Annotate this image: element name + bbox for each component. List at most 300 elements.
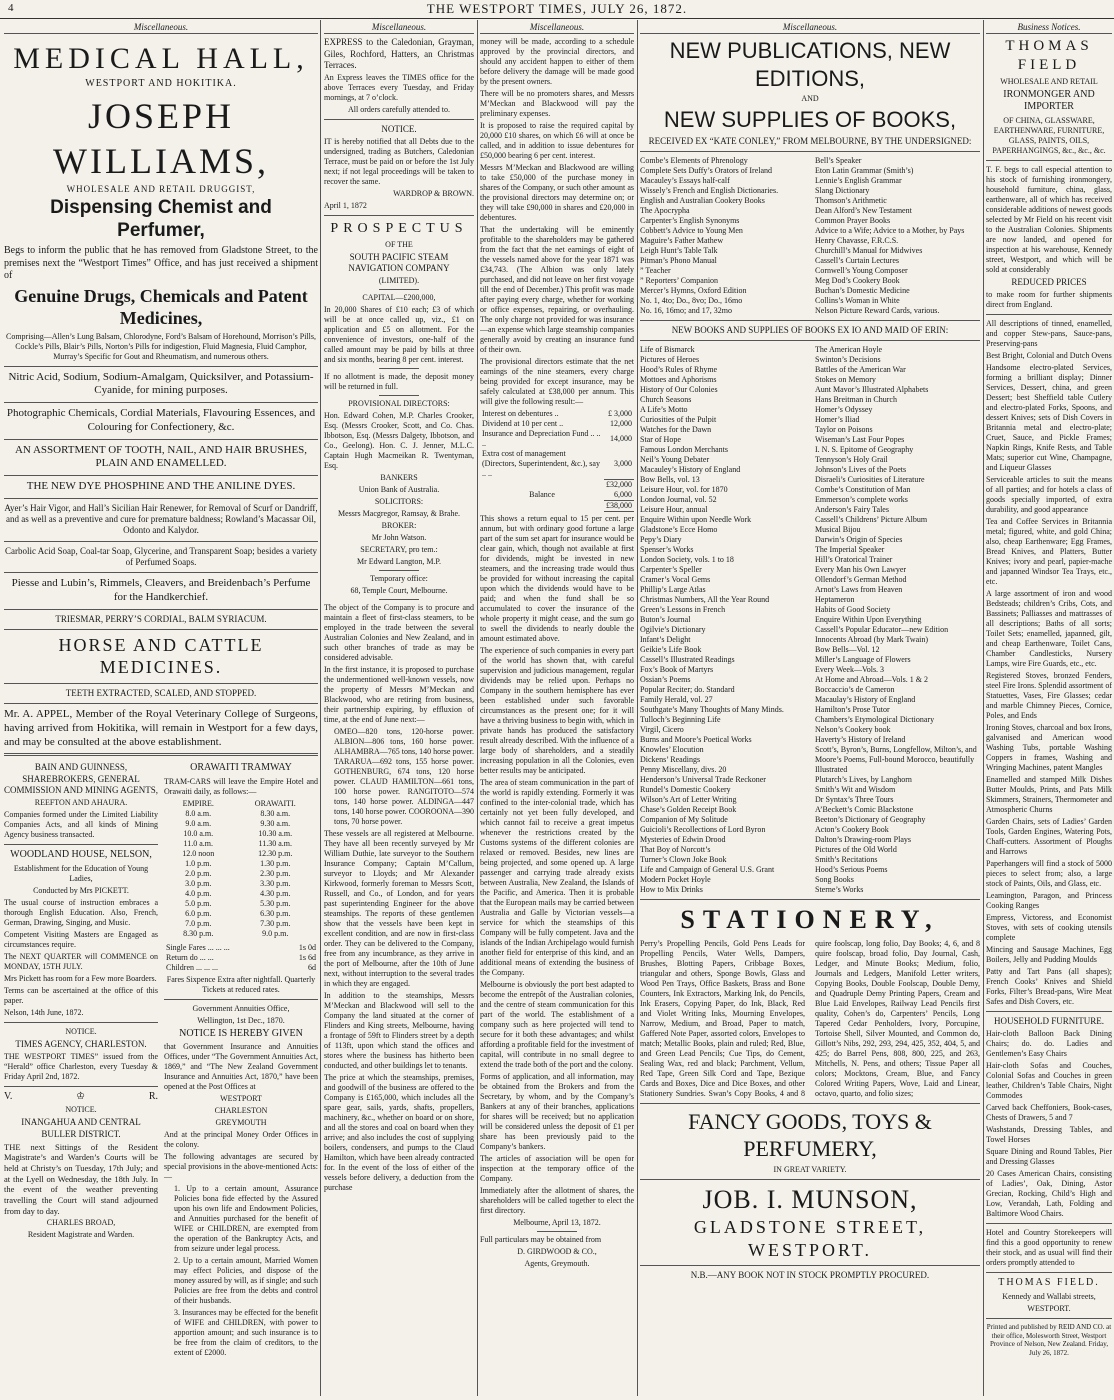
field-address: Kennedy and Wallabi streets, — [1002, 1291, 1096, 1301]
undertaking-text: That the undertaking will be eminently profitable to the shareholders may be gathered from the fact that the net earnings of eight of the vessels named above for the year 1871 was £34,743. (The Albion was only lately purchased, and did not leave on her first voyage till the end of December.) This profit was made after paying every charge, whether for working or office expenses, repairing, or overhauling. The only charge not provided for was insurance—an expense which large steamship companies generally avoid by creating an insurance fund of their own. — [480, 225, 634, 355]
woodland-date: Nelson, 14th June, 1872. — [4, 1007, 84, 1017]
munson-heading: JOB. I. MUNSON, — [702, 1184, 918, 1214]
full-particulars: Full particulars may be obtained from — [480, 1234, 602, 1244]
list-item: Pepy’s Diary — [640, 535, 682, 545]
photographic-text: Photographic Chemicals, Cordial Materials, Flavouring Essences, and Colouring for Confectionery, &c. — [6, 407, 316, 433]
table-row: 5.0 p.m. 5.30 p.m. — [185, 898, 291, 908]
list-item: Johnson’s Lives of the Poets — [815, 465, 907, 475]
wholesale-retail: WHOLESALE AND RETAIL — [1000, 76, 1098, 86]
notice-body: IT is hereby notified that all Debts due to the undersigned, trading as Butchers, Caledonian Terrace, must be paid on or before the 1st July next; if not legal proceedings will be taken to recover the same. — [324, 137, 474, 187]
dye-text: THE NEW DYE PHOSPHINE AND THE ANILINE DYES. — [26, 480, 296, 492]
medical-hall-towns: WESTPORT AND HOKITIKA. — [85, 77, 237, 89]
list-item: Patty and Tart Pans (all shapes); French Cooks’ Knives and Shield Forks, Filter’s Bread-pans, Wire Meat Safes and Dish Covers, etc. — [986, 967, 1112, 1006]
list-item: 20 Cases American Chairs, consisting of Ladies’, Oak, Dining, Astor Grecian, Rocking, Child’s High and Low, Verandah, Lath, Folding and Baltimore Wood Chairs. — [986, 1169, 1112, 1219]
piesse-text: Piesse and Lubin’s, Rimmels, Cleavers, and Breidenbach’s Perfume for the Handkerchief. — [11, 577, 311, 603]
prospectus-date: Melbourne, April 13, 1872. — [513, 1217, 601, 1227]
book-list-2 — [640, 345, 980, 895]
list-item: Green’s Lessons in French — [640, 605, 726, 615]
table-row: 8.30 p.m. 9.0 p.m. — [183, 928, 289, 938]
masthead — [0, 0, 1114, 19]
col1-lower — [4, 760, 318, 1360]
list-item: Song Books — [815, 875, 854, 885]
list-item: Tennyson’s Holy Grail — [815, 455, 888, 465]
list-item: Nelson Picture Reward Cards, various. — [815, 306, 940, 315]
stationery-heading: STATIONERY, — [680, 905, 940, 935]
list-item: Ironing Stoves, charcoal and box Irons, galvanised and American wood Washing Tubs, portable Washing Coppers in frames, Washing and Wringing Machines, patent Mangles — [986, 723, 1112, 772]
column-rule — [477, 20, 478, 1396]
appel-text: Mr. A. APPEL, Member of the Royal Veterinary College of Surgeons, having arrived from Hokitika, will remain in Westport for a few days, and may be consulted at the above establishment. — [4, 708, 318, 748]
directors-heading: PROVISIONAL DIRECTORS: — [348, 399, 450, 409]
list-item: Maguire’s Father Mathew — [640, 236, 724, 245]
list-item: The American Hoyle — [815, 345, 883, 355]
hotel-text: Hotel and Country Storekeepers will find this a good opportunity to renew their stock, and as usual will find their orders promptly attended to — [986, 1228, 1112, 1268]
list-item: Eton Latin Grammar (Smith’s) — [815, 166, 914, 175]
woodland-sub: Establishment for the Education of Young Ladies, — [13, 863, 149, 883]
list-item: Henderson’s Universal Trade Reckoner — [640, 775, 766, 785]
list-item: Hans Breitman in Church — [815, 395, 897, 405]
fancy-goods-heading: FANCY GOODS, TOYS & PERFUMERY, — [688, 1108, 932, 1162]
woodland-conducted: Conducted by Mrs PICKETT. — [33, 885, 129, 895]
list-item: Bell’s Speaker — [815, 156, 862, 165]
newspaper-title: THE WESTPORT TIMES, JULY 26, 1872. — [426, 1, 688, 16]
notice-title: NOTICE. — [65, 1105, 97, 1115]
list-item: Smith’s Recitations — [815, 855, 878, 865]
col1-lower-right — [164, 760, 318, 1360]
list-item: Handsome electro-plated Services, forming a brilliant display; Dinner Services, Dessert, china, and green Dessert; best Sheffield table Cutlery and electro-plated Forks, Spoons, and dessert Knives; sets of Dish Covers in Britannia metal and electro-plate; Cruet, Sauce, and Pickle Frames; Napkin Rings, Knife Rests, and Table Mats; superior cut Wine, Champagne, and Liqueur Glasses — [986, 363, 1112, 472]
list-item: 1. Up to a certain amount, Assurance Policies bona fide effected by the Assured upon his own life and Endowment Policies, and Annuities purchased for the benefit of WIFE or CHILDREN, are exempted from the operation of the Bankruptcy Acts, and from seizure under legal process. — [174, 1184, 318, 1254]
list-item: ” Reporters’ Companion — [640, 276, 719, 285]
table-row: Insurance and Depreciation Fund .. .. .. 14,000 — [482, 429, 632, 449]
list-item: Churchill’s Manual for Midwives — [815, 246, 923, 255]
post-office: CHARLESTON — [214, 1106, 268, 1116]
list-item: Mysteries of Edwin Drood — [640, 835, 726, 845]
list-item: Knowles’ Elocution — [640, 745, 704, 755]
list-item: Tea and Coffee Services in Britannia metal; figured, white, and gold China; also, cheap Earthenware; Egg Frames, Bread Knives, and Platters, Butter Knives; ivory and pearl, papier-mache and japanned Windsor Tea Trays, etc., etc. — [986, 517, 1112, 586]
list-item: The Apocrypha — [640, 206, 690, 215]
list-item: Anderson’s Fairy Tales — [815, 505, 889, 515]
list-item: Combe’s Elements of Phrenology — [640, 156, 748, 165]
annuities-office: Government Annuities Office, — [192, 1003, 290, 1013]
list-item: Cassell’s Popular Educator—new Edition — [815, 625, 949, 635]
list-item: Homer’s Iliad — [815, 415, 860, 425]
secretary: Mr Edward Langton, M.P. — [357, 557, 441, 567]
list-item: Virgil, Cicero — [640, 725, 684, 735]
column-2 — [324, 22, 474, 1394]
list-item: Leigh Hunt’s Table Talk — [640, 246, 718, 255]
list-item: Church Seasons — [640, 395, 692, 405]
list-item: Penny Miscellany, divs. 20 — [640, 765, 727, 775]
list-item: Battles of the American War — [815, 365, 906, 375]
messrs-text: Messrs M’Meckan and Blackwood are willing to take £50,000 of the purchase money in shares of the Company, or such other amount as the provisional directors may determine on; or they will take £90,000 in shares and £20,000 in debentures. — [480, 163, 634, 223]
prospectus-heading: PROSPECTUS — [330, 221, 468, 237]
section-heading: Miscellaneous. — [640, 22, 980, 34]
make-room: to make room for further shipments direct from England. — [986, 290, 1112, 309]
list-item: Dean Alford’s New Testament — [815, 206, 912, 215]
list-item: Taylor on Poisons — [815, 425, 873, 435]
list-item: History of Our Colonies — [640, 385, 718, 395]
list-item: Swinton’s Decisions — [815, 355, 881, 365]
solicitors-heading: SOLICITORS: — [374, 497, 424, 507]
tramway-title: ORAWAITI TRAMWAY — [190, 762, 292, 774]
inangahua-heading: INANGAHUA AND CENTRAL BULLER DISTRICT. — [21, 1117, 141, 1139]
list-item: Southgate’s Many Thoughts of Many Minds. — [640, 705, 784, 715]
list-item: Plutarch’s Lives, by Langhorn — [815, 775, 912, 785]
table-row: Children ... ... ... 6d — [166, 962, 316, 972]
horse-cattle-heading: HORSE AND CATTLE MEDICINES. — [58, 634, 264, 678]
nitric-text: Nitric Acid, Sodium, Sodium-Amalgam, Quicksilver, and Potassium-Cyanide, for mining purposes. — [8, 370, 314, 397]
list-item: Heptameron — [815, 595, 855, 605]
list-item: Acton’s Cookery Book — [815, 825, 889, 835]
medical-hall-heading: MEDICAL HALL, — [13, 42, 309, 76]
list-item: Turner’s Clown Joke Book — [640, 855, 727, 865]
list-item: Serviceable articles to suit the means of all parties; and for hotels a class of goods specially imported, of extra durability, and good appearance — [986, 475, 1112, 514]
list-item: Cassell’s Childrens’ Picture Album — [815, 515, 928, 525]
price-text: The price at which the steamships, premises, and goodwill of the business are offered to the Company is £165,000, which includes all the spare gear, sails, yards, shafts, propellers, machinery, &c., whether on board or on shore, and all the stores and coal on board when they arrive; and also includes the cost of supplying boilers, condensers, and pumps to the Claud Hamilton, which have been already contracted for. In the event of the loss of either of the vessels before delivery, a deduction from the purchase — [324, 1073, 474, 1193]
list-item: Geikie’s Life Book — [640, 645, 702, 655]
list-item: Every Man his Own Lawyer — [815, 565, 907, 575]
promoters-text: There will be no promoters shares, and Messrs M’Meckan and Blackwood will pay the preliminary expenses. — [480, 89, 634, 119]
list-item: Musical Bijou — [815, 525, 861, 535]
list-item: Combe’s Constitution of Man — [815, 485, 911, 495]
annuities-advantages: The following advantages are secured by special provisions in the above-mentioned Acts:— — [164, 1152, 318, 1182]
received-line: RECEIVED EX “KATE CONLEY,” FROM MELBOURNE, BY THE UNDERSIGNED: — [648, 135, 972, 146]
list-item: Family Herald, vol. 27 — [640, 695, 713, 705]
section-heading: Miscellaneous. — [480, 22, 634, 34]
list-item: Boccaccio’s de Cameron — [815, 685, 895, 695]
table-row: 2.0 p.m. 2.30 p.m. — [185, 868, 291, 878]
agency-body: THE WESTPORT TIMES” issued from the “Herald” office Charleston, every Tuesday & Friday April 2nd, 1872. — [4, 1051, 158, 1081]
addition-text: In addition to the steamships, Messrs M’Meckan and Blackwood will sell to the Company the land situated at the corner of Flinders and King streets, Melbourne, having a frontage of 59ft to Flinders street by a depth of 113ft, upon which stand the offices and stores where the business has hitherto been conducted, and other buildings let to tenants. — [324, 991, 474, 1071]
list-item: Carpenter’s English Synonyms — [640, 216, 740, 225]
list-item: 3. Insurances may be effected for the benefit of WIFE and CHILDREN, with power to apportion amount; and such insurance is to be free from the claim of creditors, to the extent of £2000. — [174, 1308, 318, 1358]
woodland-body: The usual course of instruction embraces a thorough English Education. Also, French, German, Drawing, Singing, and Music. — [4, 897, 158, 927]
column-5 — [986, 22, 1112, 1394]
list-item: Buton’s Journal — [640, 615, 691, 625]
table-row: Extra cost of management (Directors, Superintendent, &c.), say .. .. 3,000 — [482, 449, 632, 479]
list-item: Rundel’s Domestic Cookery — [640, 785, 731, 795]
list-item: Ogilvie’s Dictionary — [640, 625, 706, 635]
bankers-heading: BANKERS — [380, 473, 418, 483]
table-row: 7.0 p.m. 7.30 p.m. — [185, 918, 291, 928]
list-item: Enquire Within Upon Everything — [815, 615, 922, 625]
list-item: Emmerson’s complete works — [815, 495, 908, 505]
list-item: Carpenter’s Speller — [640, 565, 702, 575]
list-item: Common Prayer Books — [815, 216, 891, 225]
notice-title: NOTICE. — [381, 124, 417, 134]
list-item: Cassell’s Illustrated Readings — [640, 655, 735, 665]
list-item: ” Teacher — [640, 266, 671, 275]
list-item: A large assortment of iron and wood Bedsteads; children’s Cribs, Cots, and Bassinets; Palliasses and mattrasses of all descriptions; Baths of all sorts; Toilet Sets; enamelled, japanned, gilt, and cheap Earthenware, Toilet Cans, Chamber Candlesticks, Nursery Lamps, wire Fire Guards, etc., etc. — [986, 589, 1112, 668]
list-item: Dr Syntax’s Three Tours — [815, 795, 894, 805]
woodland-title: WOODLAND HOUSE, NELSON, — [10, 849, 152, 860]
list-item: Paperhangers will find a stock of 5000 pieces to select from; also, a large stock of Paints, Oils, and Glass, etc. — [986, 859, 1112, 888]
list-item: Square Dining and Round Tables, Pier and Dressing Glasses — [986, 1147, 1112, 1167]
list-item: Thomson’s Arithmetic — [815, 196, 887, 205]
money-text: money will be made, according to a schedule approved by the provincial directors, and should any accident happen to either of them before delivery the damage will be made good by the present owners. — [480, 37, 634, 87]
goods-line: OF CHINA, GLASSWARE, EARTHENWARE, FURNITURE, GLASS, PAINTS, OILS, PAPERHANGINGS, &c., &c., &c. — [992, 115, 1106, 155]
list-item: Every Week—Vols. 3 — [815, 665, 885, 675]
list-item: Infant’s Delight — [640, 635, 691, 645]
table-row: 3.0 p.m. 3.30 p.m. — [185, 878, 291, 888]
object-text: The object of the Company is to procure and maintain a fleet of first-class steamers, to be employed in the trade between the several Australian Colonies and New Zealand, and in such other branches of trade as may be considered advisable. — [324, 603, 474, 663]
list-item: Companion of My Solitude — [640, 815, 728, 825]
column-1 — [4, 22, 318, 1394]
list-item: Burns and Moore’s Poetical Works — [640, 735, 752, 745]
comprising-text: Comprising—Allen’s Lung Balsam, Chlorodyne, Ford’s Balsam of Horehound, Morrison’s Pills, Cockle’s Pills, Blair’s Pills, Norton’s Pills for indigestion, Fluid Magnesia, Fluid Camphor, Murray’s Specific for Gout and Rheumatism, and numerous others. — [6, 331, 316, 361]
vessels-text: These vessels are all registered at Melbourne. They have all been recently surveyed by Mr William Duthie, late surveyor to the Southern Insurance Company; Captain M’Callum, surveyor to Lloyds; and Mr Alexander Kirkwood, formerly foreman to Messrs Scott, Russell, and Co., of London, and for years past superintending Engineer for the above steamships. The reports of these gentlemen show that the vessels have been kept in excellent condition, and are now in first-class order. They can be delivered to the Company, free from any incumbrance, as they arrive in the port of Melbourne, after the 10th of June next, without interruption to the several trades in which they are engaged. — [324, 829, 474, 989]
section-heading: Miscellaneous. — [4, 22, 318, 34]
list-item: Cassell’s Curtain Lectures — [815, 256, 899, 265]
list-item: I. N. S. Epitome of Geography — [815, 445, 914, 455]
table-row: 4.0 p.m. 4.30 p.m. — [185, 888, 291, 898]
table-row: 11.0 a.m. 11.30 a.m. — [183, 838, 292, 848]
list-item: Sterne’s Works — [815, 885, 864, 895]
list-item: Hood’s Serious Poems — [815, 865, 888, 875]
book-list-1 — [640, 156, 980, 316]
table-row: Single Fares ... ... ... 1s 0d — [166, 942, 316, 952]
company-name: SOUTH PACIFIC STEAM NAVIGATION COMPANY — [348, 251, 450, 273]
list-item: Mincing and Sausage Machines, Egg Boilers, Jelly and Pudding Moulds — [986, 945, 1112, 964]
list-item: Innocents Abroad (by Mark Twain) — [815, 635, 929, 645]
list-item: Disraeli’s Curiosities of Literature — [815, 475, 925, 485]
ships-list: OMEO—820 tons, 120-horse power. ALBION—806 tons, 160 horse power. ALHAMBRA—765 tons, 140 horse power. TARARUA—692 tons, 155 horse power. GOTHENBURG, 674 tons, 120 horse power. CLAUD HAMILTON—661 tons, 100 horse power. RANGITOTO—574 tons, 140 horse power. ALDINGA—447 tons, 140 horse power. COOROONA—390 tons, 70 horse power. — [334, 727, 474, 827]
list-item: Carved back Cheffoniers, Book-cases, Chests of Drawers, 5 and 7 — [986, 1103, 1112, 1123]
list-item: Star of Hope — [640, 435, 681, 445]
list-item: Advice to a Wife; Advice to a Mother, by Pays Henry Chavasse, F.R.C.S. — [815, 226, 965, 245]
list-item: Dalton’s Drawing-room Plays — [815, 835, 911, 845]
temp-office: 68, Temple Court, Melbourne. — [350, 586, 448, 596]
list-item: Life and Campaign of General U.S. Grant — [640, 865, 775, 875]
column-3 — [480, 22, 634, 1394]
list-item: No. 16, 16mo; and 17, 32mo — [640, 306, 732, 315]
list-item: Leisure Hour, annual — [640, 505, 708, 515]
provisional-text: The provisional directors estimate that the net earnings of the nine steamers, every charge being provided for except insurance, may be safely calculated at £38,000 per annum. This will give the following result:— — [480, 357, 634, 407]
new-publications-heading: NEW PUBLICATIONS, NEW EDITIONS, — [669, 38, 951, 91]
list-item: Stokes on Memory — [815, 375, 876, 385]
column-rule — [983, 20, 984, 1396]
woodland-masters: Competent Visiting Masters are Engaged as circumstances require. — [4, 929, 158, 949]
list-item: Leamington, Paragon, and Princess Cooking Ranges — [986, 891, 1112, 910]
household-item-list — [986, 1029, 1112, 1219]
list-item: Cornwell’s Young Composer — [815, 266, 908, 275]
column-rule — [320, 20, 321, 1396]
experience-text: The experience of such companies in every part of the world has shown that, with careful supervision and judicious management, regular dividends may be relied upon. Perhaps no Company in the southern hemisphere has ever been established under such favorable circumstances as the present one; for it will have a thriving business to begin with, which in private hands has produced the satisfactory result already described. With the influence of a large body of shareholders, and a steadily increasing population in all the Colonies, even better results may be anticipated. — [480, 645, 634, 775]
thomas-field-signature: THOMAS FIELD. — [998, 1277, 1100, 1289]
new-books-subheading: NEW BOOKS AND SUPPLIES OF BOOKS EX IO AND MAID OF ERIN: — [671, 325, 949, 335]
broker: Mr John Watson. — [371, 533, 427, 543]
list-item: Ollendorf’s German Method — [815, 575, 907, 585]
list-item: Wiseman’s Last Four Popes — [815, 435, 905, 445]
thomas-field-heading: THOMAS FIELD — [1005, 38, 1093, 73]
annuities-and: And at the principal Money Order Offices in the colony. — [164, 1130, 318, 1150]
fares-footer: Fares Sixpence Extra after nightfall. Quarterly Tickets at reduced rates. — [166, 974, 316, 994]
list-item: Hair-cloth Balloon Back Dining Chairs; do. do. Ladies and Gentlemen’s Easy Chairs — [986, 1029, 1112, 1059]
list-item: Curiosities of the Pulpit — [640, 415, 717, 425]
field-item-list — [986, 319, 1112, 1007]
list-item: Homer’s Odyssey — [815, 405, 873, 415]
list-item: Cramer’s Vocal Gems — [640, 575, 711, 585]
charles-broad: CHARLES BROAD, — [46, 1218, 116, 1228]
temp-office-heading: Temporary office: — [370, 574, 428, 584]
list-item: Habits of Good Society — [815, 605, 891, 615]
list-item: Enamelled and stamped Milk Dishes Butter Moulds, Prints, and Pats Milk Skimmers, Strainers, Thermometer and Atmospheric Churns — [986, 775, 1112, 814]
list-item: Nelson’s Cookery book — [815, 725, 891, 735]
column-4 — [640, 22, 980, 1394]
company-limited: (LIMITED). — [378, 276, 420, 286]
list-item: Chase’s Golden Receipt Book — [640, 805, 737, 815]
list-item: Beeton’s Dictionary of Geography — [815, 815, 926, 825]
list-item: Pictures of the Old World — [815, 845, 897, 855]
bain-towns: REEFTON AND AHAURA. — [34, 798, 128, 807]
table-row: 6.0 p.m. 6.30 p.m. — [185, 908, 291, 918]
timetable-header-empire: EMPIRE. — [182, 798, 214, 808]
broad-title: Resident Magistrate and Warden. — [27, 1230, 135, 1240]
girdwood: D. GIRDWOOD & CO., — [517, 1246, 597, 1256]
woodland-room: Mrs Pickett has room for a Few more Boarders. — [4, 973, 157, 983]
express-text: EXPRESS to the Caledonian, Grayman, Giles, Rochford, Hatters, an Christmas Terraces. — [324, 37, 474, 70]
list-item: Meg Dod’s Cookery Book — [815, 276, 900, 285]
list-item: Cobbett’s Advice to Young Men — [640, 226, 743, 235]
list-item: Gladstone’s Ecce Homo — [640, 525, 718, 535]
annuities-date: Wellington, 1st Dec., 1870. — [197, 1015, 285, 1025]
list-item: Darwin’s Origin of Species — [815, 535, 903, 545]
return-text: This shows a return equal to 15 per cent. per annum, but with ordinary good fortune a large part of the sum set apart for insurance would be clear gain, which, though not available at first for dividends, might be invested in new steamers, and the increasing trade would thus be provided for without increasing the capital upon which the dividends would have to be paid; and when the fund shall be so accumulated to cover the insurance of the whole property it might cease, and the sum go to swell the dividends to nearly double the amount estimated above. — [480, 513, 634, 643]
nb-line: N.B.—ANY BOOK NOT IN STOCK PROMPTLY PROCURED. — [690, 1270, 930, 1281]
wardrop-brown: WARDROP & BROWN. — [393, 189, 474, 199]
list-item: Leisure Hour, vol. for 1870 — [640, 485, 728, 495]
list-item: How to Mix Drinks — [640, 885, 703, 895]
list-item: Famous London Merchants — [640, 445, 728, 455]
list-item: Christmas Numbers, All the Year Round — [640, 595, 770, 605]
list-item: Hood’s Rules of Rhyme — [640, 365, 718, 375]
field-town: WESTPORT. — [1027, 1303, 1071, 1313]
ironmonger-heading: IRONMONGER AND IMPORTER — [1003, 88, 1095, 113]
reduced-prices: REDUCED PRICES — [1011, 276, 1087, 287]
list-item: Slang Dictionary — [815, 186, 870, 195]
list-item: Phillip’s Large Atlas — [640, 585, 706, 595]
genuine-drugs-heading: Genuine Drugs, Chemicals and Patent Medicines, — [14, 285, 308, 328]
list-item: Mottoes and Aphorisms — [640, 375, 717, 385]
list-item: Fox’s Book of Martyrs — [640, 665, 714, 675]
capital: CAPITAL—£200,000, — [362, 293, 436, 303]
list-item: Modern Pocket Hoyle — [640, 875, 711, 885]
fares-table — [164, 943, 318, 973]
annuities-title: NOTICE IS HEREBY GIVEN — [179, 1027, 303, 1039]
list-item: Enquire Within upon Needle Work — [640, 515, 752, 525]
post-office: WESTPORT — [220, 1094, 262, 1104]
list-item: London Society, vols. 1 to 18 — [640, 555, 734, 565]
teeth-text: TEETH EXTRACTED, SCALED, AND STOPPED. — [65, 687, 257, 698]
bain-body: Companies formed under the Limited Liability Companies Acts, and all kinds of Mining Agency business transacted. — [4, 810, 158, 839]
annuities-body: that Government Insurance and Annuities Offices, under “The Government Annuities Act, 1869,” and “The New Zealand Government Insurance and Annuities Act, 1870,” have been opened at the Post Offices at — [164, 1042, 318, 1092]
list-item: A Life’s Motto — [640, 405, 688, 415]
instance-text: In the first instance, it is proposed to purchase the undermentioned well-known vessels, now the property of Messrs M’Meckan and Blackwood, who are retiring from business, their partnership expiring, by effluxion of time, at the end of June next:— — [324, 665, 474, 725]
vr-mark — [4, 1091, 158, 1104]
woodland-terms: Terms can be ascertained at the office of this paper. — [4, 985, 158, 1005]
notice-title: NOTICE. — [65, 1026, 97, 1036]
household-heading: HOUSEHOLD FURNITURE. — [994, 1016, 1104, 1026]
list-item: Tulloch’s Beginning Life — [640, 715, 721, 725]
list-item: Macaulay’s History of England — [815, 695, 916, 705]
broker-heading: BROKER: — [381, 521, 417, 531]
list-item: Bow Bells—Vol. 12 — [815, 645, 880, 655]
list-item: Bow Bells, vol. 13 — [640, 475, 700, 485]
dispensing-heading: Dispensing Chemist and Perfumer, — [50, 196, 272, 242]
stationery-body: Perry’s Propelling Pencils, Gold Pens Leads for Propelling Pencils, Water Wells, Dampers, Brushes, Blotting Papers, Cribbage Boxes, triangular and others, Sponge Bowls, Glass and Wood Pen Trays, Office Baskets, Brass and Bone Counters, Ink Extractors, Marking Ink, do Pencils, Ink Erasers, Copying Paper, do Ink, Black, Red and Violet Writing Inks, Mourning Envelopes, Narrow, Medium, and Broad, Paper to match, Gaffered Note Paper, assorted colors, Envelopes to match; Metallic Books, plain and ruled; Red, Blue, and Green Lead Pencils; Cue Tips, do Cement, Sealing Wax, red and black; Parchment, Vellum, Red Tape, Green Silk Cord and Tape, Bezique Cards and Boxes, Dice and Dice Boxes, and other Stationery Sundries. Swan’s Copy Books, 4 and 8 quire foolscap, long folio, Day Books; 4, 6, and 8 quire foolscap, broad folio, Day Journal, Cash, Ledger, and Minute Books; Medium, folio, Journals and Ledgers, Manifold Letter writers, Copying Books, Double Foolscap, Double Demy, and Quadruple Demy Printing Papers, Cream and Blue Laid Envelopes, Railway Lead Pencils first quality, Cohen’s do, Carpenters’ Pencils, Long Tapered Cedar Penholders, Ivory, Porcupine, Tortoise Shell, Silver Mounted, and Common do, Gillott’s Nibs, 292, 293, 294, 425, 352, 404, 5, and 425; do Barrel Pens, 808, 800, 225, and 263, Mitchells, N. Pens, and others; Tissue Paper all colors; Mocktons, Cream, Blue, and Fancy Colored Writing Papers, Wove, Laid and Linear, octavo, quarto, and folio sizes; — [640, 938, 980, 1098]
list-item: London Journal, vol. 52 — [640, 495, 717, 505]
wardrop-date: April 1, 1872 — [324, 201, 367, 211]
bain-title: BAIN AND GUINNESS, SHAREBROKERS, GENERAL COMMISSION AND MINING AGENTS, — [4, 762, 159, 795]
allotment-text: If no allotment is made, the deposit money will be returned in full. — [324, 372, 474, 392]
vr-left: V. — [4, 1090, 13, 1102]
immediately-text: Immediately after the allotment of shares, the shareholders will be called together to elect the first directory. — [480, 1185, 634, 1215]
forms-text: Forms of application, and all information, may be obtained from the Brokers and from the Secretary, by whom, and by the Company’s Bankers at any of their branches, applications for shares will be received; but no application will be considered unless the deposit of £1 per share has been previously paid to the Company’s bankers. — [480, 1071, 634, 1151]
list-item: Complete Sets Duffy’s Orators of Ireland — [640, 166, 773, 175]
table-row: £32,000 — [606, 479, 632, 489]
list-item: Collins’s Woman in White — [815, 296, 900, 305]
articles-text: The articles of association will be open for inspection at the temporary office of the Company. — [480, 1153, 634, 1183]
times-agency: TIMES AGENCY, CHARLESTON. — [15, 1038, 147, 1049]
timetable-header-orawaiti: ORAWAITI. — [254, 798, 296, 808]
table-row: £38,000 — [606, 500, 632, 510]
list-item: All descriptions of tinned, enamelled, and copper Stew-pans, Sauce-pans, Preserving-pans — [986, 319, 1112, 348]
list-item: Popular Reciter; do. Standard — [640, 685, 735, 695]
carbolic-text: Carbolic Acid Soap, Coal-tar Soap, Glycerine, and Transparent Soap; besides a variety of Perfumed Soaps. — [5, 545, 317, 567]
list-item: Pictures of Heroes — [640, 355, 700, 365]
list-item: Hair-cloth Sofas and Couches, Colonial Sofas and Couches in green leather, Children’s Table Chairs, Night Commodes — [986, 1061, 1112, 1101]
table-row: 12.0 noon 12.30 p.m. — [182, 848, 293, 858]
intro-text: Begs to inform the public that he has removed from Gladstone Street, to the premises next the “Westport Times” Office, and has just received a shipment of — [4, 245, 318, 281]
list-item: Smith’s Wit and Wisdom — [815, 785, 896, 795]
new-supplies-heading: NEW SUPPLIES OF BOOKS, — [663, 107, 957, 133]
of-the: OF THE — [385, 239, 413, 249]
list-item: At Home and Abroad—Vols. 1 & 2 — [815, 675, 928, 685]
list-item: Haverty’s History of Ireland — [815, 735, 906, 745]
ayer-text: Ayer’s Hair Vigor, and Hall’s Sicilian Hair Renewer, for Removal of Scurf or Dandriff, and as well as a preventive and cure for premature baldness; Rowland’s Macassar Oil, Odonto and Kalydor. — [4, 502, 318, 536]
triesmar-text: TRIESMAR, PERRY’S CORDIAL, BALM SYRIACUM. — [55, 613, 267, 624]
table-row: 10.0 a.m. 10.30 a.m. — [183, 828, 293, 838]
list-item: Spenser’s Works — [640, 545, 694, 555]
list-item: Hill’s Oratorical Trainer — [815, 555, 893, 565]
tramway-timetable — [164, 799, 318, 939]
bankers: Union Bank of Australia. — [358, 485, 440, 495]
shares-text: In 20,000 Shares of £10 each; £3 of which will be at once called up, viz., £1 on application and £5 on allotment. For the convenience of investors, one-half of the called amount may be paid by bills at three and six months, bearing 8 per cent. interest. — [324, 305, 474, 365]
list-item: Mercer’s Hymns, Oxford Edition — [640, 286, 747, 295]
table-row: Return do ... ... 1s 6d — [166, 952, 316, 962]
list-item: Miller’s Language of Flowers — [815, 655, 911, 665]
list-item: Wissely’s French and English Dictionaries. — [640, 186, 779, 195]
list-item: 2. Up to a certain amount, Married Women may effect Policies, and dispose of the money assured by will, as if single; and such Policies are free from the debts and control of their husbands. — [174, 1256, 318, 1306]
solicitors: Messrs Macgregor, Ramsay, & Brahe. — [337, 509, 461, 519]
table-row: 9.0 a.m. 9.30 a.m. — [185, 818, 291, 828]
list-item: Lennie’s English Grammar — [815, 176, 902, 185]
section-heading: Miscellaneous. — [324, 22, 474, 34]
list-item: Registered Stoves, bronzed Fenders, steel Fire Irons. Splendid assortment of Statuettes, Vases, Fire Glasses; cedar and marble Chimney Pieces, Cornice, Poles, and Ends — [986, 671, 1112, 720]
list-item: English and Australian Cookery Books — [640, 196, 765, 205]
list-item: Empress, Victoress, and Economist Stoves, with sets of cooking utensils complete — [986, 913, 1112, 942]
section-heading: Business Notices. — [986, 22, 1112, 34]
list-item: Wilson’s Art of Letter Writing — [640, 795, 737, 805]
list-item: Garden Chairs, sets of Ladies’ Garden Tools, Garden Engines, Watering Pots, Chaff-cutters. Assortment of Ploughs and Harrows — [986, 817, 1112, 856]
list-item: Pitman’s Phono Manual — [640, 256, 717, 265]
sittings-text: THE next Sittings of the Resident Magistrate’s and Warden’s Courts will be held at Christy’s on Tuesday, 17th July; and at the Lyell on Wednesday, the 18th July. In the event of the weather preventing travelling the Court will stand adjourned from day to day. — [4, 1141, 158, 1216]
col1-lower-left — [4, 760, 158, 1360]
list-item: Buchan’s Domestic Medicine — [815, 286, 910, 295]
joseph-williams-heading: JOSEPH WILLIAMS, — [53, 96, 269, 182]
list-item: The Imperial Speaker — [815, 545, 885, 555]
list-item: Chambers’s Etymological Dictionary — [815, 715, 935, 725]
directors-list: Hon. Edward Cohen, M.P. Charles Crooker, Esq. (Messrs Crooker, Scott, and Co. Chas. Ibbotson, Esq. (Messrs Dalgety, Ibbotson, and Co., Geelong). Hon. C. J. Jenner, M.L.C. Captain Hugh Macmeikan R. Twentyman, Esq. — [324, 411, 474, 471]
